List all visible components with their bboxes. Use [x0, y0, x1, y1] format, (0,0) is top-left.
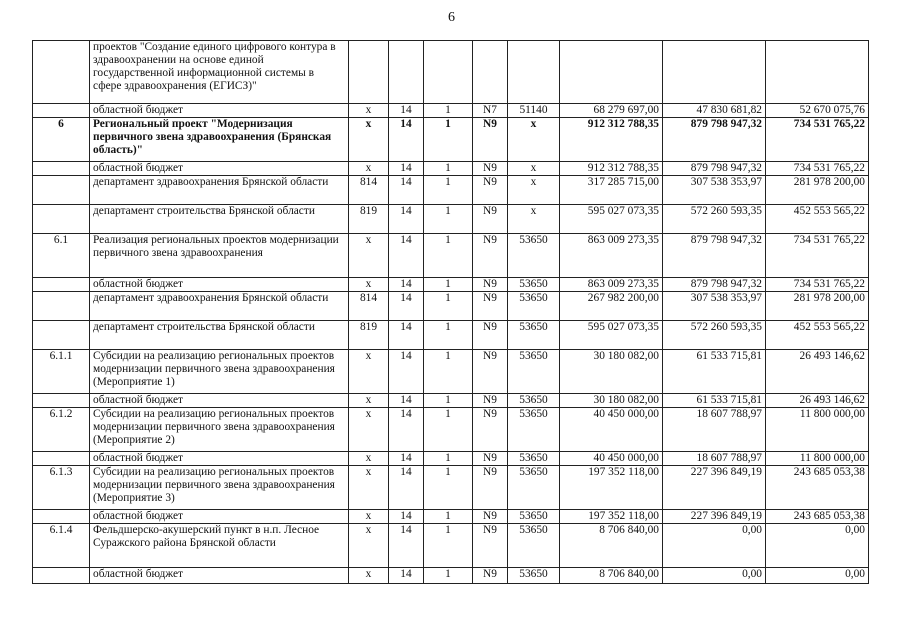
row-description: Субсидии на реализацию региональных проектов модернизации первичного звена здравоохранения (Мероприятие 1) [90, 350, 349, 394]
row-number [33, 321, 90, 350]
row-number [33, 510, 90, 524]
row-expense-type: 53650 [508, 452, 560, 466]
table-row [33, 510, 869, 524]
row-code [349, 41, 389, 104]
row-subsection: 1 [424, 234, 473, 278]
row-amount-2024: 11 800 000,00 [766, 452, 869, 466]
row-project: N9 [473, 394, 508, 408]
row-number: 6.1.1 [33, 350, 90, 394]
table-row [33, 466, 869, 510]
row-amount-2024: 452 553 565,22 [766, 321, 869, 350]
row-amount-2024: 52 670 075,76 [766, 104, 869, 118]
row-amount-2022: 267 982 200,00 [560, 292, 663, 321]
row-subsection: 1 [424, 510, 473, 524]
row-description: Региональный проект "Модернизация первичного звена здравоохранения (Брянская область)" [90, 118, 349, 162]
page-number: 6 [448, 10, 455, 25]
row-amount-2024: 452 553 565,22 [766, 205, 869, 234]
table-row [33, 176, 869, 205]
row-number [33, 278, 90, 292]
table-row [33, 408, 869, 452]
row-project: N9 [473, 510, 508, 524]
row-amount-2022: 863 009 273,35 [560, 278, 663, 292]
row-number: 6.1 [33, 234, 90, 278]
row-amount-2022: 30 180 082,00 [560, 350, 663, 394]
row-amount-2023: 47 830 681,82 [663, 104, 766, 118]
row-description: областной бюджет [90, 394, 349, 408]
row-subsection: 1 [424, 292, 473, 321]
row-number [33, 394, 90, 408]
table-row [33, 104, 869, 118]
row-code: x [349, 234, 389, 278]
row-amount-2023: 879 798 947,32 [663, 234, 766, 278]
row-number [33, 104, 90, 118]
row-amount-2023: 307 538 353,97 [663, 292, 766, 321]
row-amount-2022: 8 706 840,00 [560, 568, 663, 584]
row-expense-type: x [508, 176, 560, 205]
row-section: 14 [389, 292, 424, 321]
row-expense-type: x [508, 205, 560, 234]
row-code: x [349, 394, 389, 408]
row-number: 6.1.3 [33, 466, 90, 510]
row-code: 819 [349, 321, 389, 350]
row-description: областной бюджет [90, 104, 349, 118]
row-subsection: 1 [424, 452, 473, 466]
row-project: N7 [473, 104, 508, 118]
table-row [33, 205, 869, 234]
row-number: 6.1.4 [33, 524, 90, 568]
row-subsection: 1 [424, 176, 473, 205]
row-code: x [349, 524, 389, 568]
row-number [33, 41, 90, 104]
row-section: 14 [389, 234, 424, 278]
row-number [33, 162, 90, 176]
row-amount-2023: 0,00 [663, 568, 766, 584]
row-description: областной бюджет [90, 452, 349, 466]
row-subsection: 1 [424, 278, 473, 292]
row-code: x [349, 408, 389, 452]
row-amount-2024: 734 531 765,22 [766, 118, 869, 162]
row-subsection: 1 [424, 524, 473, 568]
row-project: N9 [473, 321, 508, 350]
row-code: x [349, 278, 389, 292]
row-amount-2024: 243 685 053,38 [766, 466, 869, 510]
row-description: Фельдшерско-акушерский пункт в н.п. Лесное Суражского района Брянской области [90, 524, 349, 568]
row-section: 14 [389, 350, 424, 394]
row-amount-2022: 595 027 073,35 [560, 205, 663, 234]
row-project [473, 41, 508, 104]
row-project: N9 [473, 292, 508, 321]
row-section [389, 41, 424, 104]
row-amount-2023: 18 607 788,97 [663, 408, 766, 452]
row-project: N9 [473, 466, 508, 510]
row-expense-type: 53650 [508, 394, 560, 408]
row-subsection: 1 [424, 350, 473, 394]
row-amount-2023 [663, 41, 766, 104]
row-code: x [349, 104, 389, 118]
row-section: 14 [389, 452, 424, 466]
row-project: N9 [473, 568, 508, 584]
row-subsection: 1 [424, 205, 473, 234]
row-expense-type: x [508, 162, 560, 176]
row-amount-2022: 197 352 118,00 [560, 510, 663, 524]
row-expense-type: 53650 [508, 321, 560, 350]
row-section: 14 [389, 466, 424, 510]
row-expense-type: 53650 [508, 292, 560, 321]
row-amount-2022: 317 285 715,00 [560, 176, 663, 205]
table-row [33, 568, 869, 584]
row-expense-type: 53650 [508, 466, 560, 510]
row-code: x [349, 452, 389, 466]
row-number [33, 176, 90, 205]
row-amount-2023: 227 396 849,19 [663, 466, 766, 510]
row-subsection: 1 [424, 162, 473, 176]
row-subsection: 1 [424, 466, 473, 510]
row-description: проектов "Создание единого цифрового контура в здравоохранении на основе единой государственной информационной системы в сфере здравоохранения (ЕГИСЗ)" [90, 41, 349, 104]
table-row [33, 394, 869, 408]
row-amount-2022: 595 027 073,35 [560, 321, 663, 350]
row-number [33, 452, 90, 466]
row-amount-2024: 0,00 [766, 524, 869, 568]
row-description: департамент строительства Брянской области [90, 321, 349, 350]
row-project: N9 [473, 162, 508, 176]
row-amount-2024: 11 800 000,00 [766, 408, 869, 452]
row-project: N9 [473, 278, 508, 292]
row-expense-type [508, 41, 560, 104]
row-code: x [349, 118, 389, 162]
row-section: 14 [389, 118, 424, 162]
row-number [33, 205, 90, 234]
row-amount-2023: 879 798 947,32 [663, 278, 766, 292]
row-code: x [349, 510, 389, 524]
row-number: 6 [33, 118, 90, 162]
row-code: 814 [349, 292, 389, 321]
row-amount-2024: 734 531 765,22 [766, 278, 869, 292]
table-row [33, 234, 869, 278]
row-expense-type: 53650 [508, 510, 560, 524]
row-amount-2023: 572 260 593,35 [663, 205, 766, 234]
table-row [33, 524, 869, 568]
table-row [33, 350, 869, 394]
row-amount-2022: 30 180 082,00 [560, 394, 663, 408]
row-description: областной бюджет [90, 568, 349, 584]
row-amount-2024: 281 978 200,00 [766, 176, 869, 205]
row-number [33, 568, 90, 584]
row-expense-type: 53650 [508, 524, 560, 568]
row-number [33, 292, 90, 321]
row-description: Субсидии на реализацию региональных проектов модернизации первичного звена здравоохранения (Мероприятие 3) [90, 466, 349, 510]
row-expense-type: 53650 [508, 568, 560, 584]
row-project: N9 [473, 205, 508, 234]
row-subsection: 1 [424, 321, 473, 350]
row-amount-2024: 26 493 146,62 [766, 394, 869, 408]
row-code: x [349, 466, 389, 510]
table-row [33, 41, 869, 104]
row-project: N9 [473, 118, 508, 162]
row-amount-2023: 227 396 849,19 [663, 510, 766, 524]
row-expense-type: 53650 [508, 234, 560, 278]
row-section: 14 [389, 394, 424, 408]
row-project: N9 [473, 452, 508, 466]
table-row [33, 321, 869, 350]
row-section: 14 [389, 408, 424, 452]
table-row [33, 292, 869, 321]
row-amount-2022: 863 009 273,35 [560, 234, 663, 278]
row-amount-2023: 18 607 788,97 [663, 452, 766, 466]
row-expense-type: 53650 [508, 278, 560, 292]
row-amount-2024: 281 978 200,00 [766, 292, 869, 321]
row-subsection: 1 [424, 568, 473, 584]
row-code: 819 [349, 205, 389, 234]
row-code: x [349, 162, 389, 176]
row-amount-2024: 734 531 765,22 [766, 162, 869, 176]
row-section: 14 [389, 321, 424, 350]
table-row [33, 278, 869, 292]
row-amount-2022: 40 450 000,00 [560, 408, 663, 452]
table-row [33, 162, 869, 176]
row-amount-2022 [560, 41, 663, 104]
row-description: Субсидии на реализацию региональных проектов модернизации первичного звена здравоохранения (Мероприятие 2) [90, 408, 349, 452]
row-code: x [349, 350, 389, 394]
row-description: департамент здравоохранения Брянской области [90, 292, 349, 321]
budget-table [32, 40, 869, 584]
row-amount-2022: 8 706 840,00 [560, 524, 663, 568]
row-project: N9 [473, 176, 508, 205]
row-amount-2024: 734 531 765,22 [766, 234, 869, 278]
row-section: 14 [389, 104, 424, 118]
row-section: 14 [389, 524, 424, 568]
row-subsection: 1 [424, 104, 473, 118]
row-description: департамент строительства Брянской области [90, 205, 349, 234]
row-description: Реализация региональных проектов модернизации первичного звена здравоохранения [90, 234, 349, 278]
row-amount-2024: 0,00 [766, 568, 869, 584]
row-amount-2022: 197 352 118,00 [560, 466, 663, 510]
row-amount-2024: 26 493 146,62 [766, 350, 869, 394]
row-section: 14 [389, 568, 424, 584]
row-amount-2022: 912 312 788,35 [560, 162, 663, 176]
row-amount-2024 [766, 41, 869, 104]
row-section: 14 [389, 162, 424, 176]
row-description: областной бюджет [90, 162, 349, 176]
row-amount-2022: 68 279 697,00 [560, 104, 663, 118]
row-section: 14 [389, 510, 424, 524]
table-row [33, 452, 869, 466]
row-section: 14 [389, 176, 424, 205]
row-number: 6.1.2 [33, 408, 90, 452]
row-expense-type: x [508, 118, 560, 162]
row-description: областной бюджет [90, 510, 349, 524]
row-code: x [349, 568, 389, 584]
row-section: 14 [389, 205, 424, 234]
row-amount-2022: 40 450 000,00 [560, 452, 663, 466]
row-amount-2023: 572 260 593,35 [663, 321, 766, 350]
row-section: 14 [389, 278, 424, 292]
row-amount-2023: 61 533 715,81 [663, 350, 766, 394]
row-project: N9 [473, 350, 508, 394]
row-subsection [424, 41, 473, 104]
row-description: департамент здравоохранения Брянской области [90, 176, 349, 205]
table-row [33, 118, 869, 162]
row-amount-2022: 912 312 788,35 [560, 118, 663, 162]
row-expense-type: 53650 [508, 350, 560, 394]
row-expense-type: 51140 [508, 104, 560, 118]
row-expense-type: 53650 [508, 408, 560, 452]
row-project: N9 [473, 524, 508, 568]
row-amount-2023: 0,00 [663, 524, 766, 568]
row-amount-2023: 879 798 947,32 [663, 162, 766, 176]
row-subsection: 1 [424, 394, 473, 408]
row-code: 814 [349, 176, 389, 205]
row-amount-2023: 61 533 715,81 [663, 394, 766, 408]
row-amount-2023: 879 798 947,32 [663, 118, 766, 162]
row-amount-2023: 307 538 353,97 [663, 176, 766, 205]
row-subsection: 1 [424, 408, 473, 452]
row-amount-2024: 243 685 053,38 [766, 510, 869, 524]
row-project: N9 [473, 408, 508, 452]
row-project: N9 [473, 234, 508, 278]
row-subsection: 1 [424, 118, 473, 162]
row-description: областной бюджет [90, 278, 349, 292]
